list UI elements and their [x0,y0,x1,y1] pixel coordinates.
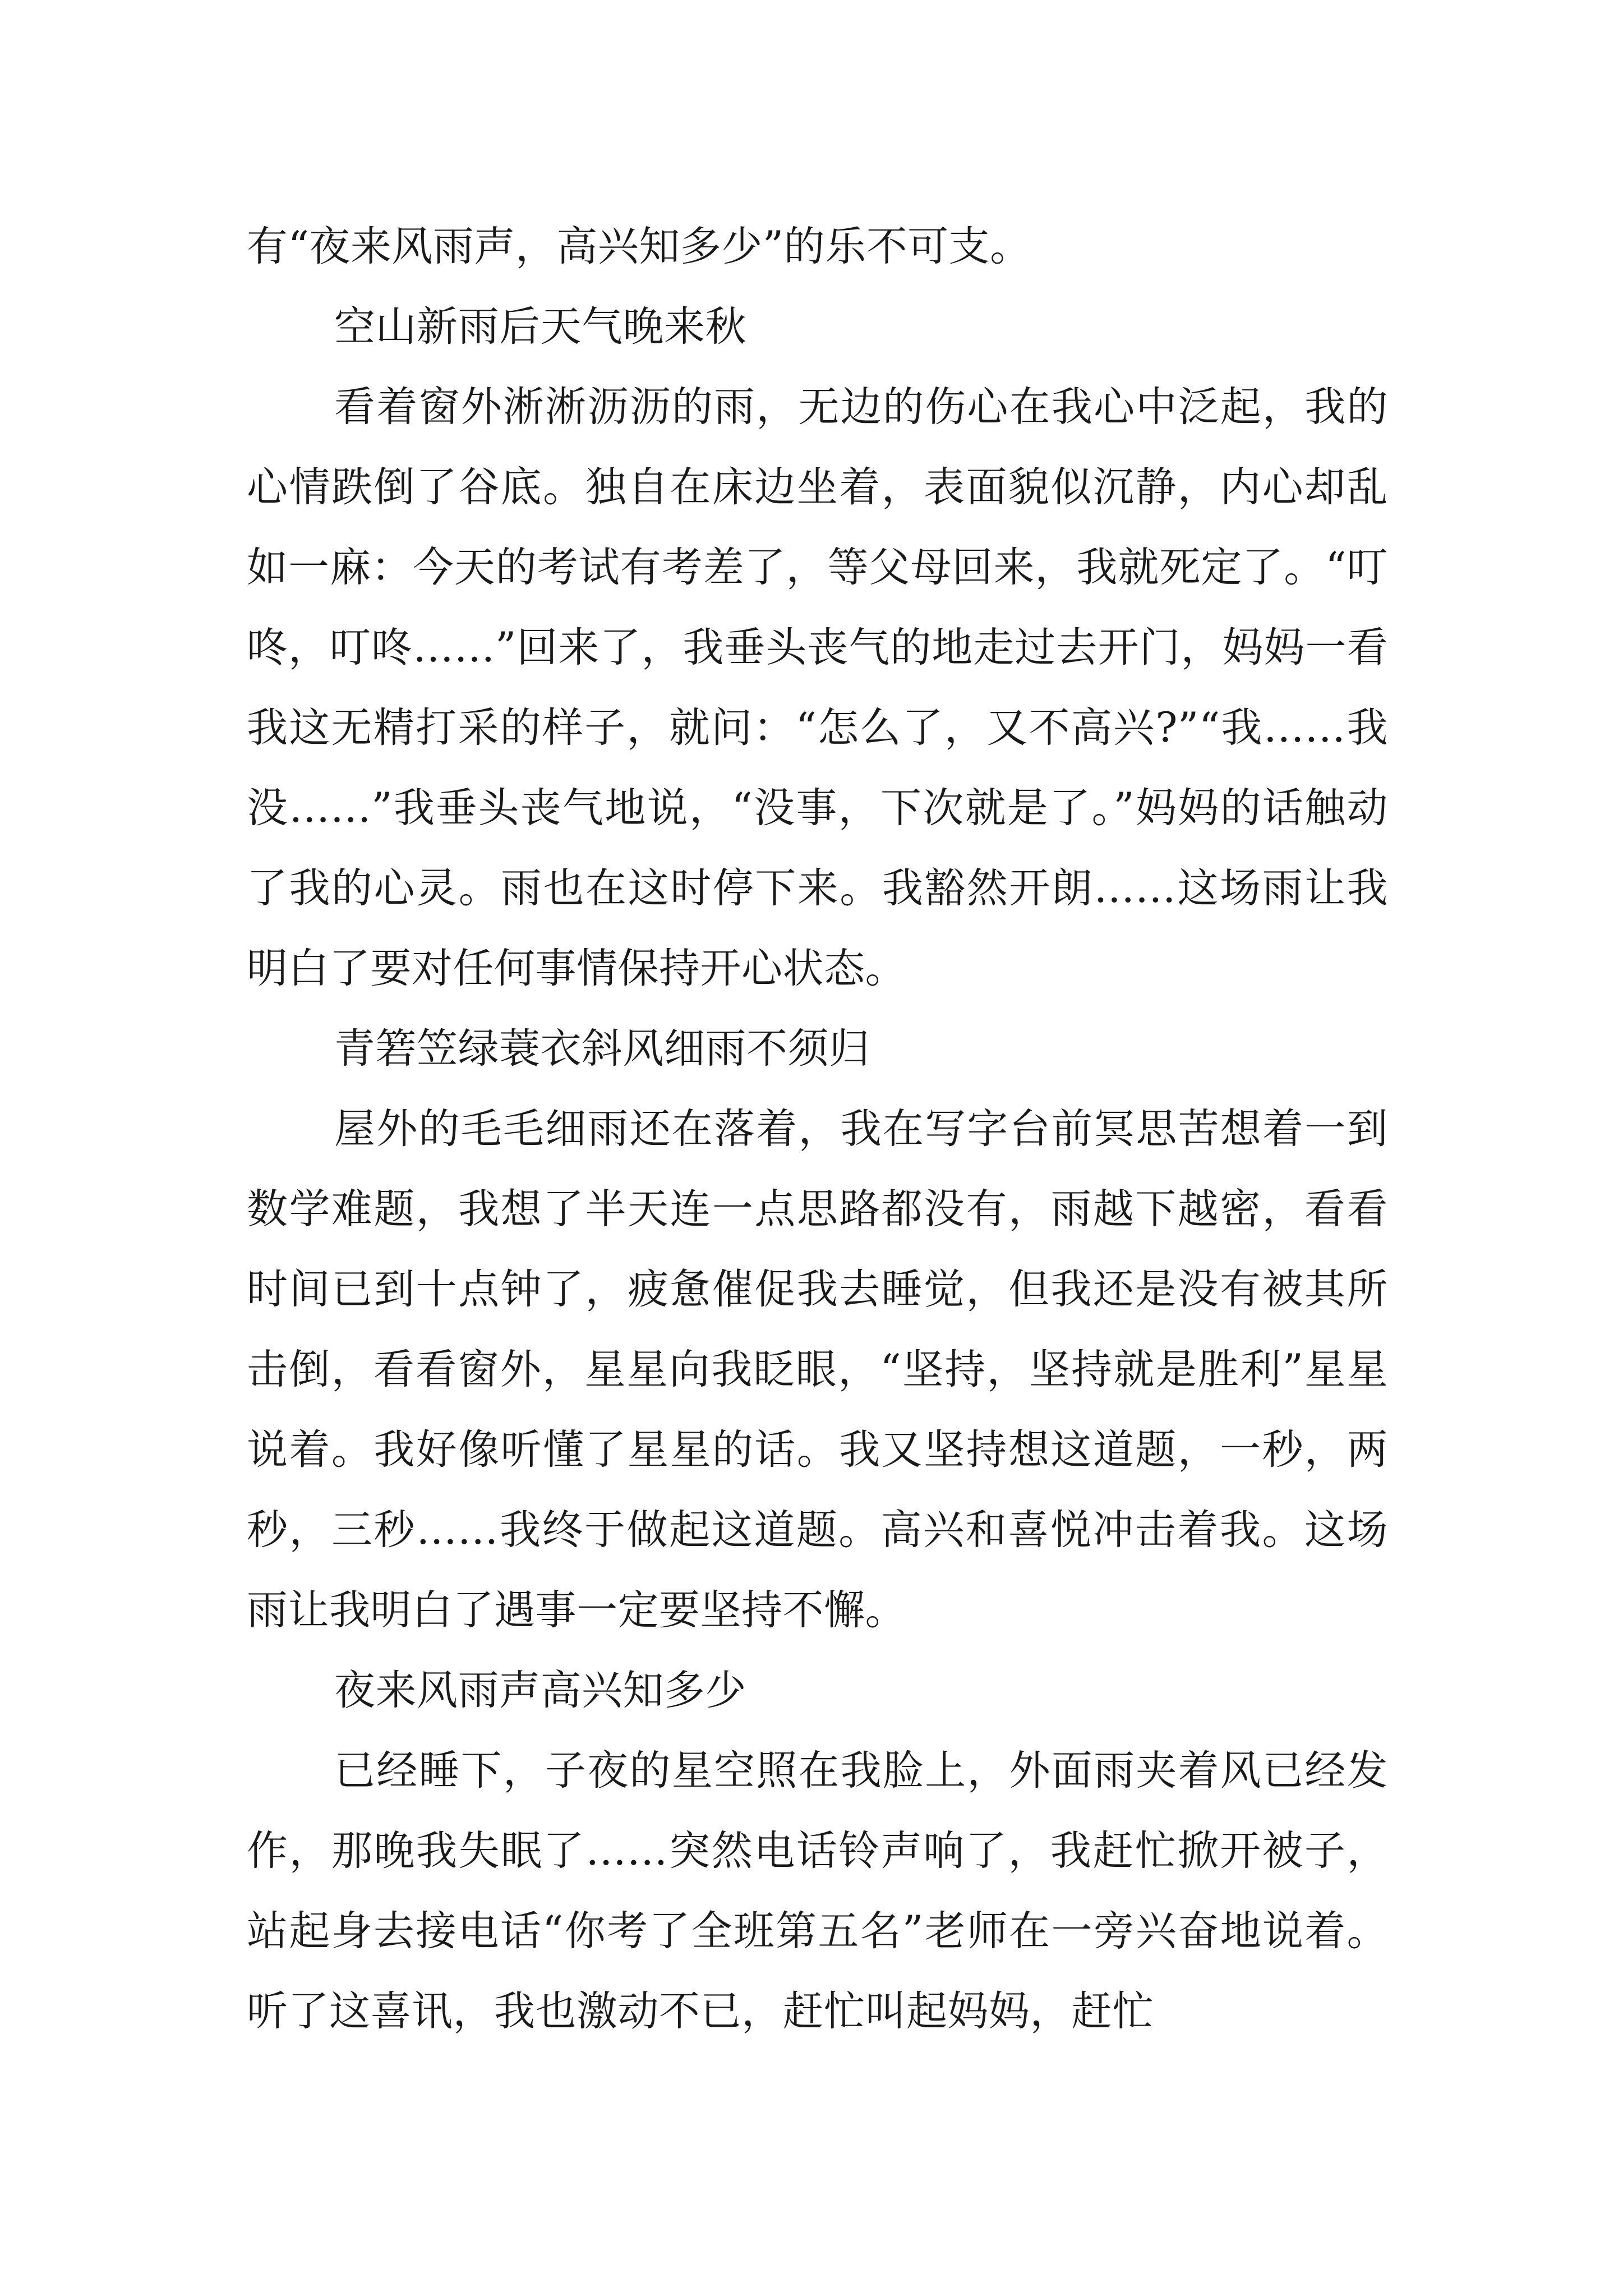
section-heading: 夜来风雨声高兴知多少 [334,1667,746,1714]
paragraph-continuation: 有“夜来风雨声，高兴知多少”的乐不可支。 [247,223,1031,270]
section-heading: 空山新雨后天气晚来秋 [334,303,746,351]
paragraph: 屋外的毛毛细雨还在落着，我在写字台前冥思苦想着一到数学难题，我想了半天连一点思路都没有，雨越下越密，看看时间已到十点钟了，疲惫催促我去睡觉，但我还是没有被其所击倒，看看窗外，星星向我眨眼，“坚持，坚持就是胜利”星星说着。我好像听懂了星星的话。我又坚持想这道题，一秒，两秒，三秒……我终于做起这道题。高兴和喜悦冲击着我。这场雨让我明白了遇事一定要坚持不懈。 [247,1105,1388,1634]
section-heading: 青箬笠绿蓑衣斜风细雨不须归 [334,1025,870,1073]
document-body [247,206,1388,2051]
paragraph: 已经睡下，子夜的星空照在我脸上，外面雨夹着风已经发作，那晚我失眠了……突然电话铃声响了，我赶忙掀开被子，站起身去接电话“你考了全班第五名”老师在一旁兴奋地说着。听了这喜讯，我也激动不已，赶忙叫起妈妈，赶忙 [247,1747,1388,2035]
paragraph: 看着窗外淅淅沥沥的雨，无边的伤心在我心中泛起，我的心情跌倒了谷底。独自在床边坐着，表面貌似沉静，内心却乱如一麻：今天的考试有考差了，等父母回来，我就死定了。“叮咚，叮咚……”回来了，我垂头丧气的地走过去开门，妈妈一看我这无精打采的样子，就问：“怎么了，又不高兴?”“我……我没……”我垂头丧气地说，“没事，下次就是了。”妈妈的话触动了我的心灵。雨也在这时停下来。我豁然开朗……这场雨让我明白了要对任何事情保持开心状态。 [247,383,1388,992]
